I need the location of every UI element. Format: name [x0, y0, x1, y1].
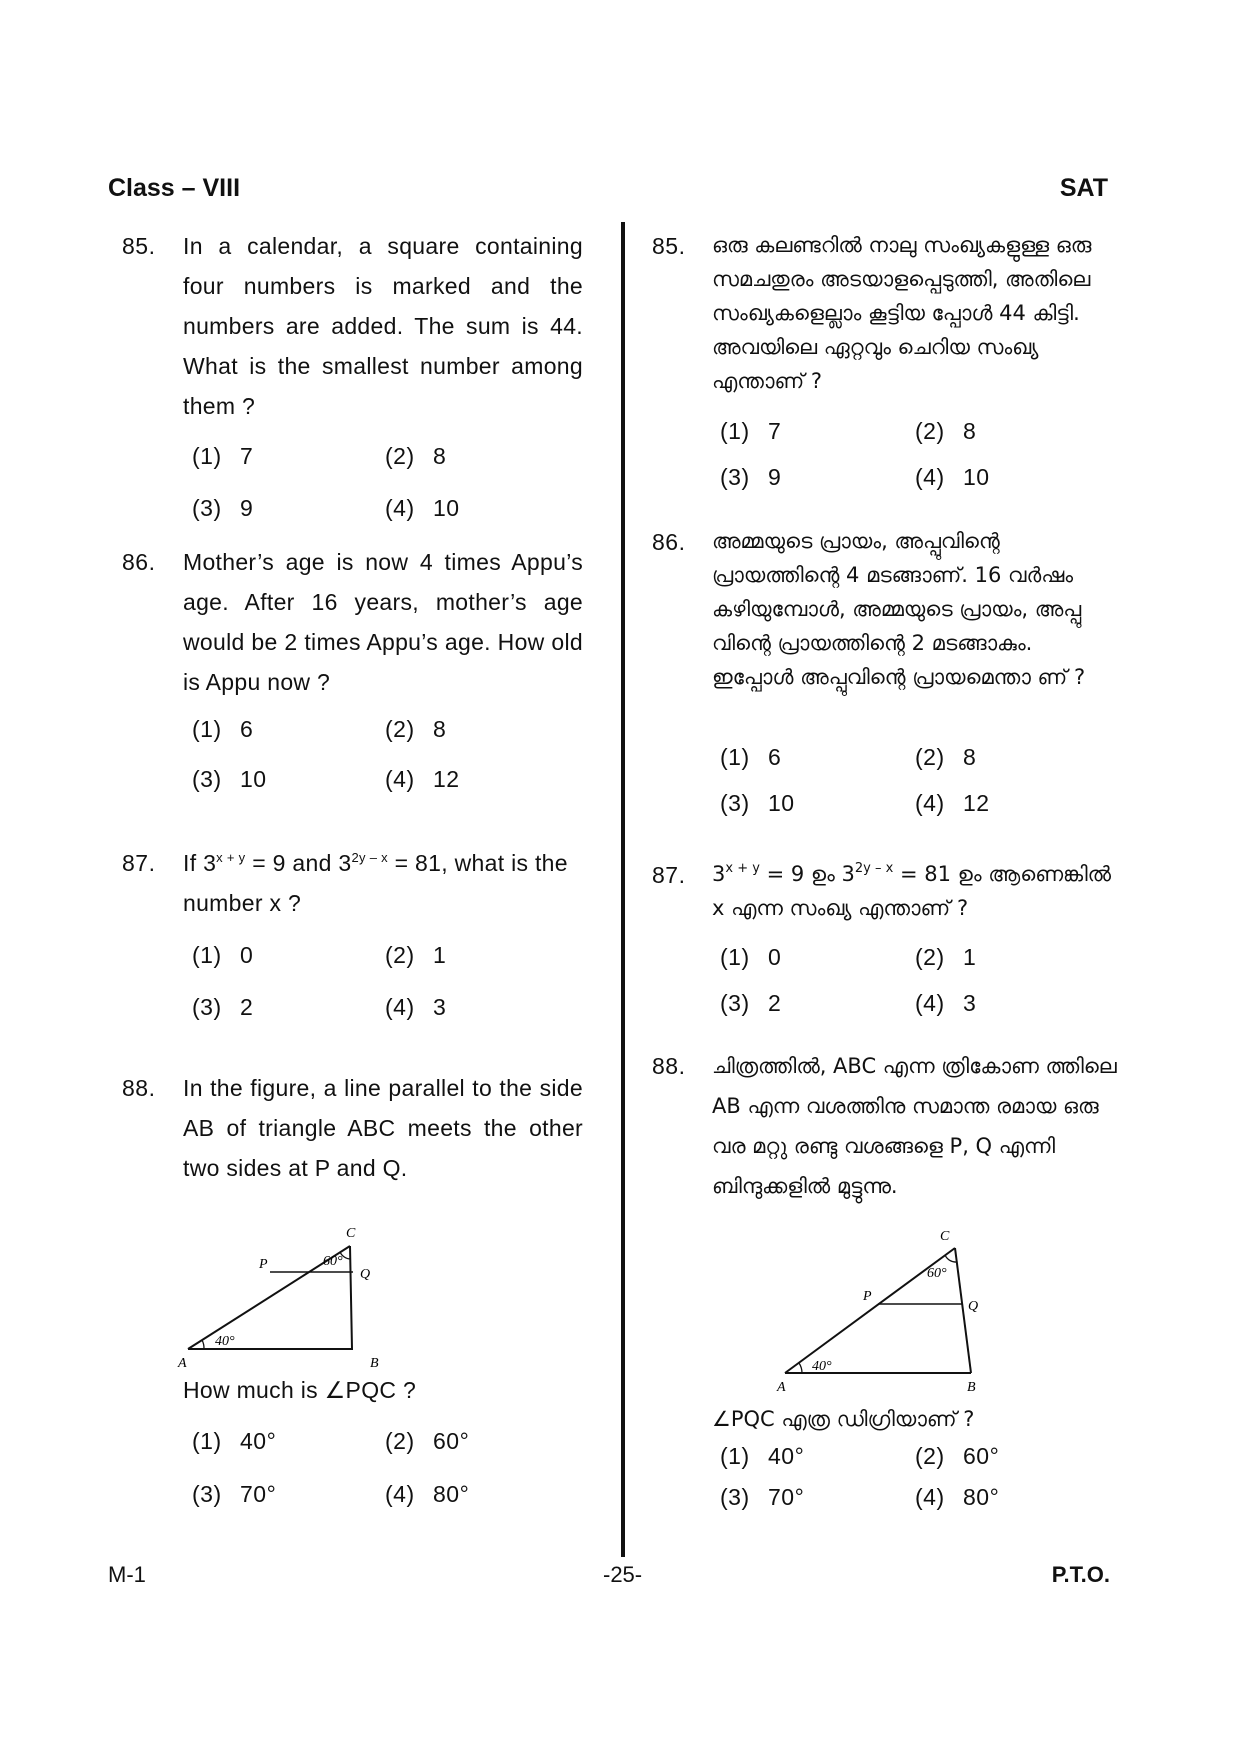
option-value: 40°	[240, 1428, 277, 1454]
option-number: (3)	[720, 1484, 750, 1510]
option-3	[720, 990, 781, 1017]
option-2	[385, 443, 446, 470]
option-number: (1)	[720, 744, 750, 770]
angle-arc	[799, 1363, 802, 1373]
option-number: (1)	[720, 944, 750, 970]
question-text: ഒരു കലണ്ടറിൽ നാലു സംഖ്യകളുള്ള ഒരു സമചതുരം അടയാളപ്പെടുത്തി, അതിലെ സംഖ്യകളെല്ലാം കൂട്ടിയ പ്പോൾ 44 കിട്ടി. അവയിലെ ഏറ്റവും ചെറിയ സംഖ്യ എന്താണ് ?	[712, 233, 1092, 393]
option-3	[720, 464, 781, 491]
question-number: 85.	[652, 233, 686, 259]
option-3	[720, 1484, 804, 1511]
option-value: 2	[240, 994, 254, 1020]
vertex-label: P	[863, 1289, 872, 1304]
option-value: 10	[433, 495, 460, 521]
question-text: In the figure, a line parallel to the side AB of triangle ABC meets the other two sides at P and Q.	[183, 1075, 583, 1181]
triangle-figure	[180, 1186, 400, 1376]
option-number: (4)	[385, 994, 415, 1020]
page-number: -25-	[603, 1562, 643, 1587]
option-number: (3)	[192, 1481, 222, 1507]
option-number: (4)	[385, 495, 415, 521]
option-value: 10	[768, 790, 795, 816]
option-2	[915, 744, 976, 771]
option-value: 9	[768, 464, 782, 490]
option-value: 0	[768, 944, 782, 970]
option-3	[192, 495, 253, 522]
option-2	[385, 716, 446, 743]
option-value: 70°	[240, 1481, 277, 1507]
option-value: 0	[240, 942, 254, 968]
option-value: 10	[963, 464, 990, 490]
option-number: (1)	[720, 418, 750, 444]
vertex-label: B	[967, 1380, 976, 1395]
option-4	[915, 990, 976, 1017]
paper-code: M-1	[108, 1562, 146, 1587]
option-value: 1	[963, 944, 977, 970]
option-value: 60°	[963, 1443, 1000, 1469]
option-4	[915, 464, 990, 491]
option-2	[385, 942, 446, 969]
pto-label: P.T.O.	[1051, 1562, 1110, 1587]
option-1	[192, 716, 253, 743]
option-3	[720, 790, 795, 817]
class-label: Class – VIII	[108, 174, 241, 202]
option-number: (2)	[385, 942, 415, 968]
option-number: (1)	[192, 942, 222, 968]
option-value: 80°	[963, 1484, 1000, 1510]
question-text-part: 3	[712, 862, 726, 886]
column-divider	[621, 222, 625, 1557]
question-text-part: = 81, what is the number x ?	[183, 850, 568, 916]
option-1	[720, 1443, 804, 1470]
option-2	[915, 944, 976, 971]
question-text-part: = 9 and 3	[245, 850, 352, 876]
vertex-label: C	[940, 1229, 950, 1244]
triangle-figure	[775, 1210, 995, 1400]
option-value: 60°	[433, 1428, 470, 1454]
vertex-label: A	[777, 1380, 786, 1395]
option-value: 3	[433, 994, 447, 1020]
option-2	[385, 1428, 469, 1455]
exponent: x + y	[216, 850, 246, 865]
question-text: Mother’s age is now 4 times Appu’s age. After 16 years, mother’s age would be 2 times Appu’s age. How old is Appu now ?	[183, 549, 583, 695]
vertex-label: Q	[968, 1299, 979, 1314]
vertex-label: B	[370, 1356, 379, 1371]
option-1	[192, 443, 253, 470]
option-4	[385, 1481, 469, 1508]
question-text	[712, 857, 1120, 925]
angle-label: 40°	[215, 1334, 235, 1349]
option-number: (3)	[192, 495, 222, 521]
vertex-label: P	[259, 1257, 268, 1272]
option-number: (2)	[915, 944, 945, 970]
option-value: 70°	[768, 1484, 805, 1510]
option-4	[385, 994, 446, 1021]
option-value: 12	[433, 766, 460, 792]
option-number: (2)	[915, 1443, 945, 1469]
option-number: (3)	[720, 990, 750, 1016]
option-number: (4)	[385, 766, 415, 792]
option-number: (1)	[720, 1443, 750, 1469]
option-value: 8	[963, 418, 977, 444]
option-number: (3)	[720, 790, 750, 816]
option-value: 3	[963, 990, 977, 1016]
option-value: 8	[963, 744, 977, 770]
option-3	[192, 1481, 276, 1508]
option-number: (4)	[915, 1484, 945, 1510]
option-2	[915, 418, 976, 445]
option-value: 9	[240, 495, 254, 521]
option-value: 7	[240, 443, 254, 469]
question-number: 87.	[652, 862, 686, 888]
exponent: x + y	[725, 861, 760, 876]
option-number: (4)	[385, 1481, 415, 1507]
question-text-part: = 9 ഉം 3	[759, 862, 855, 886]
option-value: 1	[433, 942, 447, 968]
option-number: (3)	[192, 994, 222, 1020]
angle-label: 40°	[812, 1359, 832, 1374]
option-value: 12	[963, 790, 990, 816]
option-1	[720, 944, 781, 971]
angle-label: 60°	[927, 1266, 947, 1281]
question-number: 87.	[122, 850, 156, 876]
option-number: (4)	[915, 790, 945, 816]
exponent: 2y – x	[854, 861, 894, 876]
option-4	[385, 766, 460, 793]
option-value: 10	[240, 766, 267, 792]
option-4	[385, 495, 460, 522]
option-value: 8	[433, 716, 447, 742]
option-number: (4)	[915, 464, 945, 490]
question-number: 88.	[122, 1075, 156, 1101]
option-value: 40°	[768, 1443, 805, 1469]
option-number: (2)	[385, 443, 415, 469]
question-text-part: If 3	[183, 850, 217, 876]
exam-label: SAT	[1059, 174, 1108, 202]
exponent: 2y – x	[351, 850, 388, 865]
option-4	[915, 1484, 999, 1511]
option-number: (2)	[915, 418, 945, 444]
option-number: (1)	[192, 716, 222, 742]
sub-question: ∠PQC എത്ര ഡിഗ്രിയാണ് ?	[712, 1407, 975, 1431]
angle-arc	[202, 1340, 204, 1349]
option-1	[720, 744, 781, 771]
option-1	[192, 1428, 276, 1455]
option-1	[720, 418, 781, 445]
option-value: 6	[768, 744, 782, 770]
option-number: (3)	[720, 464, 750, 490]
option-3	[192, 994, 253, 1021]
vertex-label: A	[178, 1356, 187, 1371]
option-number: (1)	[192, 1428, 222, 1454]
option-number: (4)	[915, 990, 945, 1016]
angle-label: 60°	[323, 1254, 343, 1269]
question-text	[183, 843, 583, 923]
option-value: 6	[240, 716, 254, 742]
option-2	[915, 1443, 999, 1470]
question-text: In a calendar, a square containing four numbers is marked and the numbers are added. The sum is 44. What is the smallest number among them ?	[183, 233, 583, 419]
option-1	[192, 942, 253, 969]
option-value: 8	[433, 443, 447, 469]
option-value: 2	[768, 990, 782, 1016]
question-text: ചിത്രത്തിൽ, ABC എന്ന ത്രികോണ ത്തിലെ AB എന്ന വശത്തിനു സമാന്ത രമായ ഒരു വര മറ്റു രണ്ടു വശങ്ങളെ P, Q എന്നി ബിന്ദുക്കളിൽ മുട്ടുന്നു.	[712, 1054, 1117, 1198]
option-number: (2)	[385, 716, 415, 742]
option-number: (3)	[192, 766, 222, 792]
question-number: 86.	[652, 529, 686, 555]
option-number: (1)	[192, 443, 222, 469]
option-4	[915, 790, 990, 817]
vertex-label: C	[346, 1226, 356, 1241]
sub-question: How much is ∠PQC ?	[183, 1377, 417, 1403]
question-number: 86.	[122, 549, 156, 575]
option-3	[192, 766, 267, 793]
question-text: അമ്മയുടെ പ്രായം, അപ്പുവിന്റെ പ്രായത്തിന്റെ 4 മടങ്ങാണ്. 16 വർഷം കഴിയുമ്പോൾ, അമ്മയുടെ പ്രായം, അപ്പു വിന്റെ പ്രായത്തിന്റെ 2 മടങ്ങാകും. ഇപ്പോൾ അപ്പുവിന്റെ പ്രായമെന്താ ണ് ?	[712, 529, 1086, 689]
option-value: 80°	[433, 1481, 470, 1507]
option-number: (2)	[385, 1428, 415, 1454]
question-number: 88.	[652, 1053, 686, 1079]
option-value: 7	[768, 418, 782, 444]
question-text-part: = 81 ഉം ആണെങ്കിൽ x എന്ന സംഖ്യ എന്താണ് ?	[712, 862, 1112, 920]
vertex-label: Q	[360, 1267, 371, 1282]
option-number: (2)	[915, 744, 945, 770]
question-number: 85.	[122, 233, 156, 259]
